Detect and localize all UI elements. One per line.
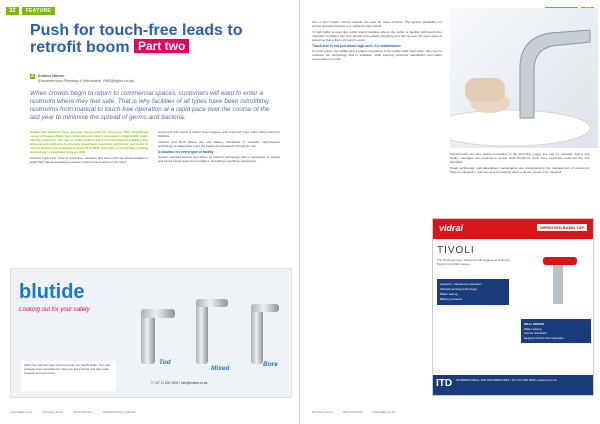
subheading: Touch-free is not just about high-tech, it's maintenance: [312, 44, 401, 48]
body-paragraph: customers will expect a higher level hygiene and improved ease when using restroom facilities.: [158, 130, 280, 138]
wall-item: Water saving: [524, 326, 542, 331]
feature-item: Water saving: [440, 292, 458, 296]
body-paragraph: Faucets and flush valves can use battery, hardwired or compact, self-powered technology to adequately meet the needs and demands of hygienic use.: [158, 140, 280, 148]
model-description: The Tivoli has been designed with hygiene as a priority. Perfect for public spaces.: [437, 258, 511, 266]
ad-brand: blutide: [19, 281, 85, 303]
body-paragraph: Citizens expect the move to touch-free operation and those who use these facilities to wash their hands and leave a cleaner restroom as a result of the trend.: [30, 156, 148, 164]
tap-image: [251, 304, 263, 364]
left-header: [6, 6, 58, 16]
itd-text[interactable]: INTERNATIONAL TAP DISTRIBUTORS • Tel: 011 000 0000 • www.itd.co.za: [456, 378, 557, 382]
article-intro: When crowds begin to return to commercial spaces, customers will want to enter a restroom where they feel safe. That is why facilities of all types have been retrofitting restrooms from manual to touch-free operation at a rapid pace over the course of the last year to minimise the spread of germs and bacteria.: [30, 90, 270, 121]
footer-item: Africa Plumber: [342, 410, 363, 414]
author-credit: (Extracted from Plumbing & Mechanical, PME@dgbiz.co.za): [37, 78, 134, 83]
vidral-brand: vidral: [439, 223, 464, 233]
title-text: Push for touch-free leads to retrofit boom: [30, 22, 243, 56]
right-column-2: [450, 152, 590, 214]
footer-item: Africa Plumbing Supplier: [102, 410, 136, 414]
feature-item: Battery powered: [440, 297, 462, 301]
faucet-illustration: [450, 8, 598, 148]
page-number: 32: [6, 7, 19, 15]
left-column-2: [158, 130, 280, 265]
tap-image: [196, 299, 208, 364]
wall-item: Hygienic hands free operation: [524, 335, 564, 340]
ad-body: 2020: the year we were forced to keep our hands clean. Our new products were developed to help you keep hands and taps safe, hygienic and germ free.: [21, 361, 116, 391]
wall-mount-box: [521, 319, 591, 343]
model-name: TIVOLI: [437, 245, 475, 256]
body-paragraph: Smart technology and data-driven maintenance are revolutionising the management of restrooms. Data is collected in real time and can identify when a device needs to be repaired.: [450, 166, 590, 174]
vidral-banner: [433, 219, 593, 239]
body-paragraph: In some cases, the 1990s saw a major emergence of the public toilet flush valve. We need to embrace the technology that is available, while keeping customer satisfaction and water conservation in mind.: [312, 49, 442, 61]
body-paragraph: Sensor operated faucets are driven by infrared technology that is responsive to motion and keeps hands away from surfaces, providing a touchless experience.: [158, 155, 280, 163]
product-label: Tod: [159, 359, 171, 366]
ad-tagline: Looking out for your safety: [19, 307, 90, 313]
body-paragraph: Flushometers are also where connection to the plumbing supply line may be required, that is why facility managers are required to review what should be done once touch-free becomes the new standard.: [450, 152, 590, 164]
faucet-photo: [450, 8, 598, 148]
red-tap-icon: [533, 249, 583, 309]
footer-item[interactable]: www.dgbiz.co.za: [372, 410, 395, 414]
tap-spout: [141, 309, 175, 318]
product-label: Mixed: [211, 365, 230, 372]
right-footer: [312, 410, 395, 414]
footer-item[interactable]: www.dgbiz.co.za: [10, 410, 33, 414]
itd-logo: ITD: [436, 378, 453, 389]
left-footer: [10, 410, 136, 414]
right-column-1: [312, 20, 442, 410]
footer-item: Plumbing Africa: [312, 410, 333, 414]
footer-item: Africa Plumber: [73, 410, 93, 414]
body-paragraph: In high-traffic venues like public transit facilities where the public is familiar with touch-free operation, installers can wire directly into existing plumbing and will not face the same level of downtime that a full re-fit would require.: [312, 30, 442, 42]
body-paragraph: use of their hands, sensor faucets can also be valve controls. The typical installation for sensor-activated faucets is a relatively easy retrofit.: [312, 20, 442, 28]
product-label: Bore: [263, 361, 278, 368]
ad-contact[interactable]: T: +27 11 000 0000 • info@blutide.co.za: [151, 381, 208, 385]
subheading: A solution for every type of facility: [158, 150, 214, 154]
byline: [30, 74, 280, 83]
wall-mount-title: WALL MOUNT: [524, 322, 545, 326]
author-initial: A: [31, 73, 34, 78]
feature-item: Infrared sensing technology: [440, 287, 477, 291]
author-name: Andrew Warren: [37, 74, 65, 78]
feature-list: [437, 279, 509, 305]
footer-item: Plumbing Africa: [42, 410, 64, 414]
left-column-1: [30, 130, 148, 265]
tap-spout: [196, 299, 228, 307]
lead-paragraph: Health and wellness have become top-of-mind for everyone. This heightened sense of hygiene flows into restrooms too, where increases in high-traffic areas like the restrooms, the can of small surface space in a commercial building. The pronounced emphasis to promote a touchless restroom with many new types of sensor faucets are expected to grow 30 to 35%, and sales of retrofitting sensing technology is estimated to be up 30%.: [30, 130, 148, 154]
section-label: FEATURE: [22, 7, 55, 15]
wall-item: Sensor activated: [524, 331, 547, 335]
vidral-advert[interactable]: [432, 218, 594, 396]
article-title: [30, 22, 280, 56]
tap-spout: [251, 304, 279, 312]
right-page: [300, 0, 600, 424]
blutide-advert[interactable]: [10, 268, 292, 398]
feature-item: Hygienic - hands-free operation: [440, 282, 482, 286]
itd-bar: [433, 375, 593, 395]
corner-badge: IMPROVED BASIN TAP: [537, 224, 587, 231]
part-badge: Part two: [134, 39, 189, 53]
